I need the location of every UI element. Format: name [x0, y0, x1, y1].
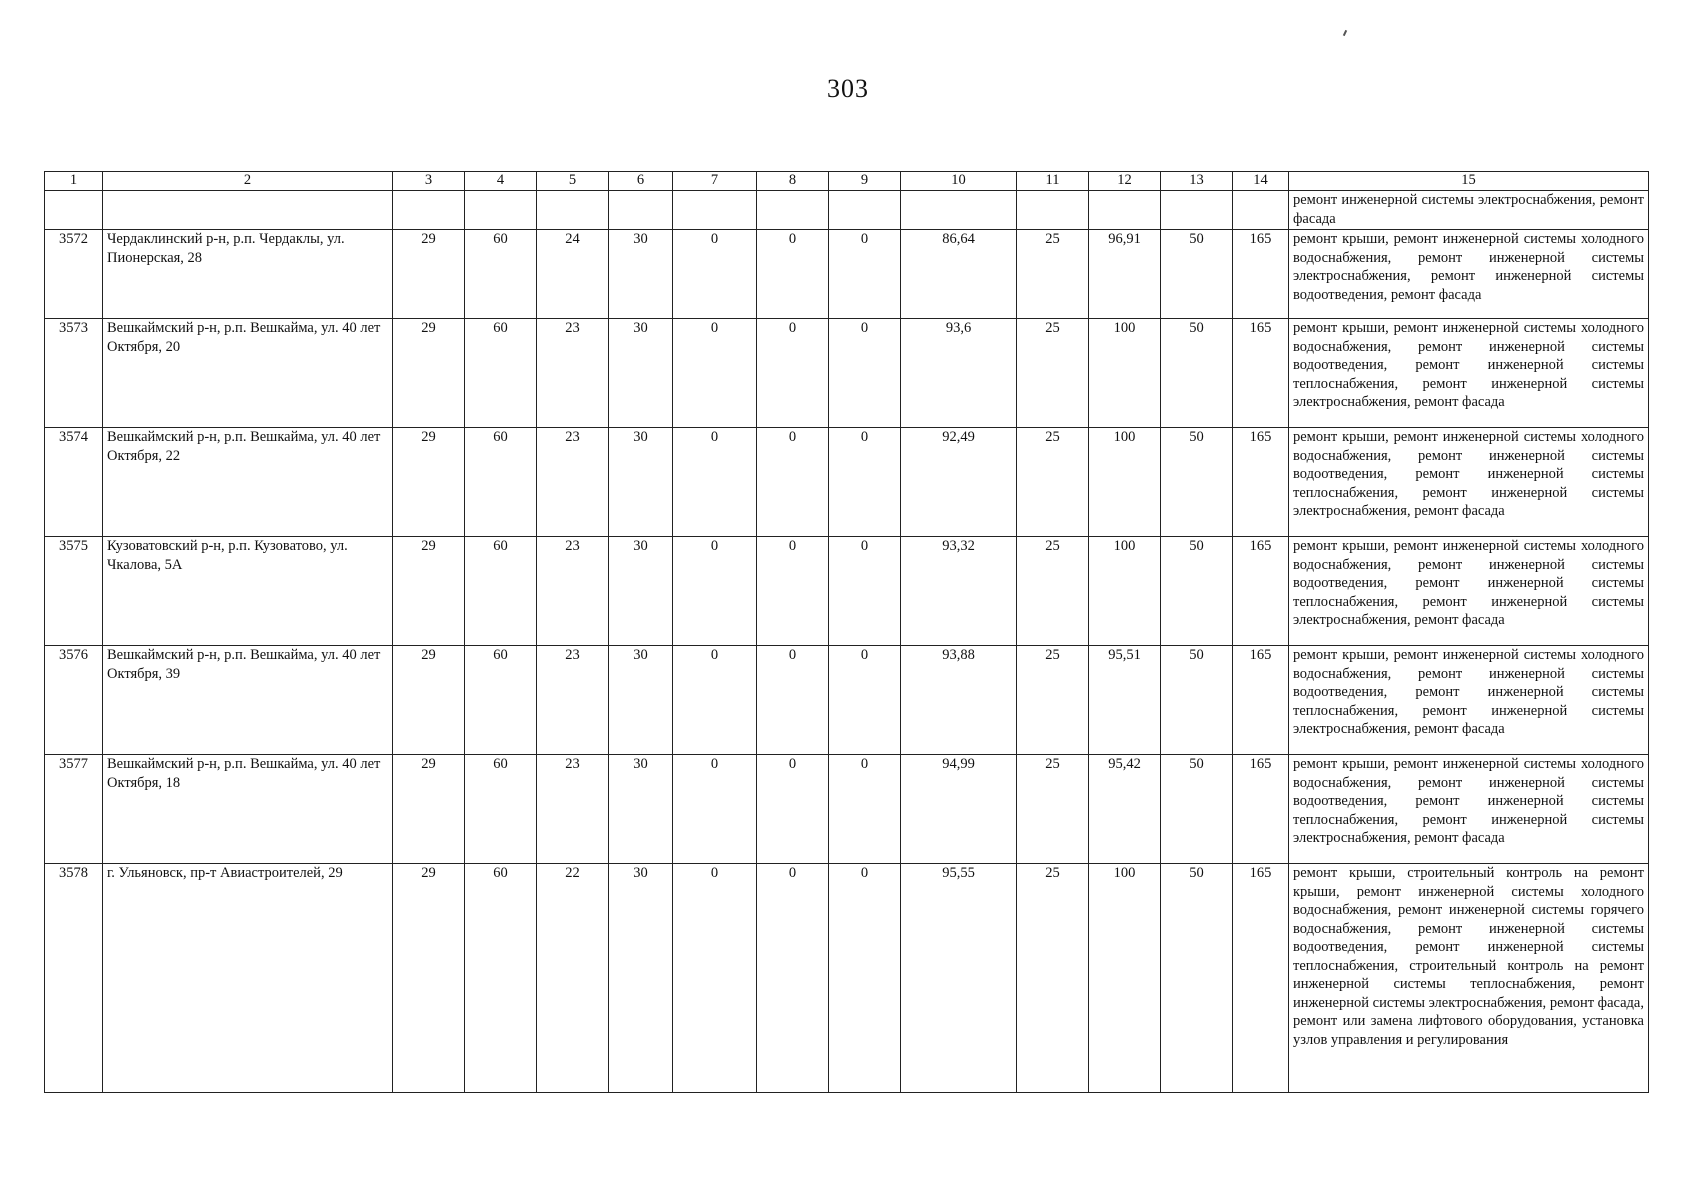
value-cell: 50: [1161, 319, 1233, 428]
value-cell: 23: [537, 646, 609, 755]
value-cell: 23: [537, 537, 609, 646]
works-cell: ремонт крыши, ремонт инженерной системы холодного водоснабжения, ремонт инженерной системы водоотведения, ремонт инженерной системы теплоснабжения, ремонт инженерной системы электроснабжения, ремонт фасада: [1289, 755, 1649, 864]
row-number: 3578: [45, 864, 103, 1093]
empty-cell: [465, 191, 537, 230]
value-cell: 60: [465, 646, 537, 755]
empty-cell: [393, 191, 465, 230]
value-cell: 0: [757, 646, 829, 755]
value-cell: 25: [1017, 646, 1089, 755]
continuation-row: [45, 191, 1649, 230]
value-cell: 165: [1233, 646, 1289, 755]
address-cell: Вешкаймский р-н, р.п. Вешкайма, ул. 40 лет Октября, 20: [103, 319, 393, 428]
value-cell: 60: [465, 428, 537, 537]
page-number: 303: [827, 74, 869, 103]
value-cell: 30: [609, 230, 673, 319]
works-cell: ремонт крыши, ремонт инженерной системы холодного водоснабжения, ремонт инженерной системы электроснабжения, ремонт инженерной системы водоотведения, ремонт фасада: [1289, 230, 1649, 319]
value-cell: 165: [1233, 319, 1289, 428]
empty-cell: [901, 191, 1017, 230]
column-header: 12: [1089, 172, 1161, 191]
value-cell: 0: [673, 319, 757, 428]
column-header: 14: [1233, 172, 1289, 191]
works-cell: ремонт крыши, строительный контроль на ремонт крыши, ремонт инженерной системы холодного водоснабжения, ремонт инженерной системы горячего водоснабжения, ремонт инженерной системы водоотведения, ремонт инженерной системы теплоснабжения, строительный контроль на ремонт инженерной системы теплоснабжения, ремонт инженерной системы электроснабжения, ремонт фасада, ремонт или замена лифтового оборудования, установка узлов управления и регулирования: [1289, 864, 1649, 1093]
value-cell: 86,64: [901, 230, 1017, 319]
address-cell: Чердаклинский р-н, р.п. Чердаклы, ул. Пионерская, 28: [103, 230, 393, 319]
value-cell: 60: [465, 864, 537, 1093]
empty-cell: [537, 191, 609, 230]
value-cell: 25: [1017, 537, 1089, 646]
works-cell: ремонт крыши, ремонт инженерной системы холодного водоснабжения, ремонт инженерной системы водоотведения, ремонт инженерной системы теплоснабжения, ремонт инженерной системы электроснабжения, ремонт фасада: [1289, 537, 1649, 646]
value-cell: 50: [1161, 428, 1233, 537]
value-cell: 0: [829, 864, 901, 1093]
value-cell: 50: [1161, 755, 1233, 864]
value-cell: 93,6: [901, 319, 1017, 428]
empty-cell: [1017, 191, 1089, 230]
value-cell: 25: [1017, 319, 1089, 428]
value-cell: 0: [757, 428, 829, 537]
address-cell: Вешкаймский р-н, р.п. Вешкайма, ул. 40 лет Октября, 39: [103, 646, 393, 755]
table-row: [45, 755, 1649, 864]
table-row: [45, 230, 1649, 319]
value-cell: 0: [757, 537, 829, 646]
column-header-row: [45, 172, 1649, 191]
value-cell: 93,88: [901, 646, 1017, 755]
value-cell: 96,91: [1089, 230, 1161, 319]
value-cell: 30: [609, 646, 673, 755]
value-cell: 30: [609, 755, 673, 864]
value-cell: 165: [1233, 428, 1289, 537]
value-cell: 100: [1089, 537, 1161, 646]
value-cell: 165: [1233, 537, 1289, 646]
value-cell: 0: [757, 864, 829, 1093]
empty-cell: [103, 191, 393, 230]
value-cell: 165: [1233, 864, 1289, 1093]
row-number: 3572: [45, 230, 103, 319]
value-cell: 0: [673, 755, 757, 864]
column-header: 11: [1017, 172, 1089, 191]
value-cell: 95,55: [901, 864, 1017, 1093]
value-cell: 100: [1089, 428, 1161, 537]
address-cell: Вешкаймский р-н, р.п. Вешкайма, ул. 40 лет Октября, 22: [103, 428, 393, 537]
row-number: 3575: [45, 537, 103, 646]
value-cell: 0: [757, 230, 829, 319]
value-cell: 0: [757, 319, 829, 428]
value-cell: 22: [537, 864, 609, 1093]
row-number: 3573: [45, 319, 103, 428]
table-row: [45, 864, 1649, 1093]
value-cell: 30: [609, 428, 673, 537]
column-header: 4: [465, 172, 537, 191]
value-cell: 30: [609, 537, 673, 646]
value-cell: 30: [609, 864, 673, 1093]
value-cell: 23: [537, 428, 609, 537]
value-cell: 165: [1233, 755, 1289, 864]
empty-cell: [1233, 191, 1289, 230]
column-header: 5: [537, 172, 609, 191]
value-cell: 50: [1161, 230, 1233, 319]
value-cell: 0: [673, 428, 757, 537]
table-row: [45, 646, 1649, 755]
value-cell: 165: [1233, 230, 1289, 319]
value-cell: 94,99: [901, 755, 1017, 864]
works-cell: ремонт крыши, ремонт инженерной системы холодного водоснабжения, ремонт инженерной системы водоотведения, ремонт инженерной системы теплоснабжения, ремонт инженерной системы электроснабжения, ремонт фасада: [1289, 646, 1649, 755]
value-cell: 60: [465, 537, 537, 646]
empty-cell: [829, 191, 901, 230]
row-number: 3574: [45, 428, 103, 537]
empty-cell: [757, 191, 829, 230]
value-cell: 0: [829, 428, 901, 537]
value-cell: 0: [673, 230, 757, 319]
table-row: [45, 537, 1649, 646]
value-cell: 100: [1089, 864, 1161, 1093]
value-cell: 29: [393, 755, 465, 864]
column-header: 1: [45, 172, 103, 191]
value-cell: 0: [673, 864, 757, 1093]
value-cell: 93,32: [901, 537, 1017, 646]
empty-cell: [1161, 191, 1233, 230]
value-cell: 0: [673, 537, 757, 646]
empty-cell: [1089, 191, 1161, 230]
table-row: [45, 428, 1649, 537]
value-cell: 50: [1161, 646, 1233, 755]
value-cell: 60: [465, 230, 537, 319]
value-cell: 29: [393, 428, 465, 537]
value-cell: 0: [829, 230, 901, 319]
row-number: 3577: [45, 755, 103, 864]
value-cell: 0: [829, 537, 901, 646]
column-header: 15: [1289, 172, 1649, 191]
column-header: 13: [1161, 172, 1233, 191]
value-cell: 60: [465, 319, 537, 428]
column-header: 9: [829, 172, 901, 191]
value-cell: 60: [465, 755, 537, 864]
column-header: 2: [103, 172, 393, 191]
works-cell: ремонт инженерной системы электроснабжения, ремонт фасада: [1289, 191, 1649, 230]
works-cell: ремонт крыши, ремонт инженерной системы холодного водоснабжения, ремонт инженерной системы водоотведения, ремонт инженерной системы теплоснабжения, ремонт инженерной системы электроснабжения, ремонт фасада: [1289, 428, 1649, 537]
value-cell: 25: [1017, 755, 1089, 864]
value-cell: 25: [1017, 864, 1089, 1093]
value-cell: 50: [1161, 537, 1233, 646]
column-header: 3: [393, 172, 465, 191]
value-cell: 100: [1089, 319, 1161, 428]
registry-table: [44, 171, 1649, 1093]
value-cell: 50: [1161, 864, 1233, 1093]
address-cell: Кузоватовский р-н, р.п. Кузоватово, ул. Чкалова, 5А: [103, 537, 393, 646]
value-cell: 29: [393, 230, 465, 319]
value-cell: 23: [537, 319, 609, 428]
table-row: [45, 319, 1649, 428]
empty-cell: [609, 191, 673, 230]
value-cell: 29: [393, 646, 465, 755]
value-cell: 25: [1017, 230, 1089, 319]
value-cell: 95,42: [1089, 755, 1161, 864]
column-header: 10: [901, 172, 1017, 191]
column-header: 6: [609, 172, 673, 191]
address-cell: г. Ульяновск, пр-т Авиастроителей, 29: [103, 864, 393, 1093]
value-cell: 23: [537, 755, 609, 864]
works-cell: ремонт крыши, ремонт инженерной системы холодного водоснабжения, ремонт инженерной системы водоотведения, ремонт инженерной системы теплоснабжения, ремонт инженерной системы электроснабжения, ремонт фасада: [1289, 319, 1649, 428]
value-cell: 95,51: [1089, 646, 1161, 755]
column-header: 7: [673, 172, 757, 191]
empty-cell: [673, 191, 757, 230]
value-cell: 24: [537, 230, 609, 319]
empty-cell: [45, 191, 103, 230]
value-cell: 0: [829, 319, 901, 428]
address-cell: Вешкаймский р-н, р.п. Вешкайма, ул. 40 лет Октября, 18: [103, 755, 393, 864]
value-cell: 92,49: [901, 428, 1017, 537]
value-cell: 29: [393, 537, 465, 646]
value-cell: 29: [393, 319, 465, 428]
value-cell: 29: [393, 864, 465, 1093]
row-number: 3576: [45, 646, 103, 755]
value-cell: 0: [829, 646, 901, 755]
value-cell: 0: [757, 755, 829, 864]
value-cell: 0: [673, 646, 757, 755]
value-cell: 0: [829, 755, 901, 864]
scan-speck: [1343, 30, 1347, 36]
column-header: 8: [757, 172, 829, 191]
value-cell: 25: [1017, 428, 1089, 537]
value-cell: 30: [609, 319, 673, 428]
